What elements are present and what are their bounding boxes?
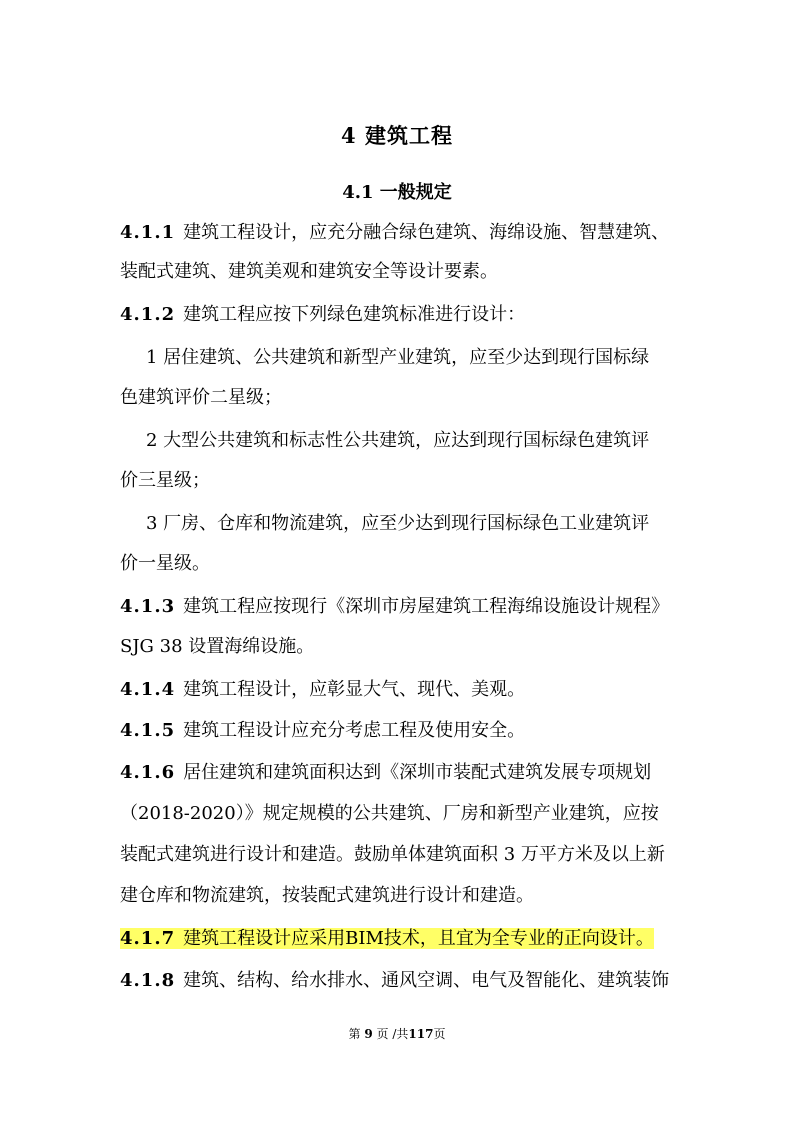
clause-text: 建筑工程设计应充分考虑工程及使用安全。 <box>183 720 526 741</box>
clause-4-1-8 <box>120 968 680 994</box>
highlighted-text <box>120 928 654 949</box>
clause-4-1-6 <box>120 760 680 786</box>
list-item-1: 1 居住建筑、公共建筑和新型产业建筑，应至少达到现行国标绿 <box>146 347 650 368</box>
total-pages: 117 <box>408 1027 434 1041</box>
clause-number: 4.1.6 <box>120 762 176 783</box>
section-title: 4.1 一般规定 <box>342 182 452 203</box>
clause-4-1-1-cont: 装配式建筑、建筑美观和建筑安全等设计要素。 <box>120 261 498 282</box>
footer-mid: 页 /共 <box>376 1027 409 1041</box>
chapter-title: 4 建筑工程 <box>341 123 453 148</box>
current-page-number: 9 <box>364 1027 373 1041</box>
clause-number: 4.1.1 <box>120 222 176 243</box>
clause-4-1-1 <box>120 220 680 246</box>
list-item-2-cont: 价三星级； <box>120 470 210 491</box>
clause-text: 建筑工程应按现行《深圳市房屋建筑工程海绵设施设计规程》 <box>183 596 670 617</box>
list-item-1-cont: 色建筑评价二星级； <box>120 387 282 408</box>
clause-text: 建筑工程设计，应彰显大气、现代、美观。 <box>183 679 526 700</box>
clause-4-1-6-cont-2: 装配式建筑进行设计和建造。鼓励单体建筑面积 3 万平方米及以上新 <box>120 844 665 865</box>
clause-number: 4.1.2 <box>120 304 176 325</box>
list-item-2: 2 大型公共建筑和标志性公共建筑，应达到现行国标绿色建筑评 <box>146 430 650 451</box>
footer-prefix: 第 <box>348 1027 361 1041</box>
list-item-3-cont: 价一星级。 <box>120 553 210 574</box>
page-footer <box>0 1025 794 1042</box>
clause-4-1-4 <box>120 677 680 703</box>
clause-4-1-2 <box>120 302 680 328</box>
clause-text: 建筑工程设计，应充分融合绿色建筑、海绵设施、智慧建筑、 <box>183 222 670 243</box>
clause-4-1-3 <box>120 594 680 620</box>
clause-4-1-5 <box>120 718 680 744</box>
footer-suffix: 页 <box>433 1027 446 1041</box>
clause-text: 建筑工程设计应采用BIM技术，且宜为全专业的正向设计。 <box>183 928 654 949</box>
clause-number: 4.1.7 <box>120 928 176 949</box>
clause-text: 建筑工程应按下列绿色建筑标准进行设计： <box>183 304 526 325</box>
clause-4-1-6-cont-1: （2018-2020）》规定规模的公共建筑、厂房和新型产业建筑，应按 <box>120 803 659 824</box>
clause-number: 4.1.5 <box>120 720 176 741</box>
clause-number: 4.1.3 <box>120 596 176 617</box>
clause-text: 建筑、结构、给水排水、通风空调、电气及智能化、建筑装饰 <box>183 970 670 991</box>
clause-number: 4.1.4 <box>120 679 176 700</box>
clause-4-1-3-cont: SJG 38 设置海绵设施。 <box>120 636 315 657</box>
clause-4-1-7 <box>120 926 680 952</box>
clause-4-1-6-cont-3: 建仓库和物流建筑，按装配式建筑进行设计和建造。 <box>120 885 534 906</box>
clause-text: 居住建筑和建筑面积达到《深圳市装配式建筑发展专项规划 <box>183 762 652 783</box>
clause-number: 4.1.8 <box>120 970 176 991</box>
list-item-3: 3 厂房、仓库和物流建筑，应至少达到现行国标绿色工业建筑评 <box>146 513 650 534</box>
